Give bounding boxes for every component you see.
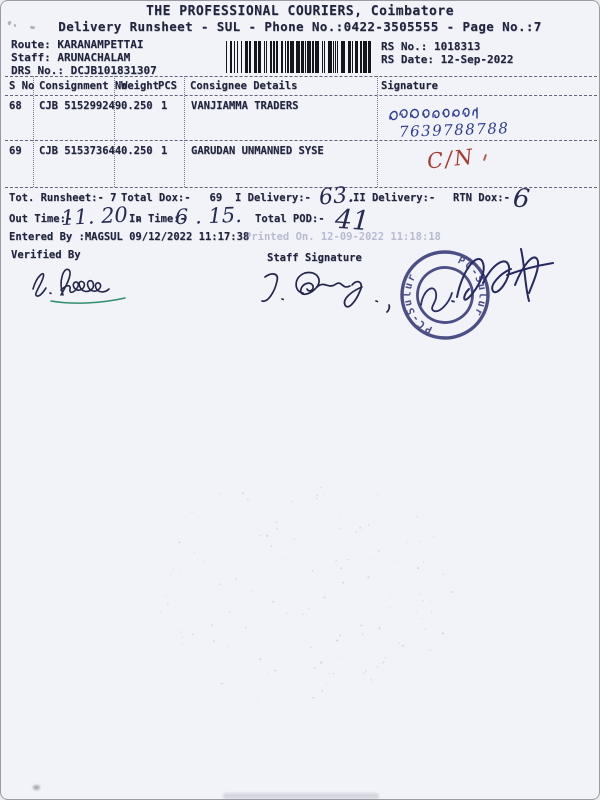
barcode-bar <box>352 41 353 73</box>
entered-by-line: Entered By :MAGSUL 09/12/2022 11:17:38 <box>9 231 250 243</box>
column-divider <box>184 76 185 187</box>
table-row-cell-consignee: GARUDAN UNMANNED SYSE <box>191 145 324 157</box>
dashed-divider <box>5 76 597 77</box>
svg-text:PC-Sulur: PC-Sulur <box>455 254 489 319</box>
company-title: THE PROFESSIONAL COURIERS, Coimbatore <box>145 4 455 19</box>
table-row-cell-weight: 0.250 <box>121 100 153 112</box>
col-header-signature: Signature <box>381 80 438 92</box>
barcode-bar <box>230 41 232 73</box>
barcode-bar <box>368 41 371 73</box>
barcode-bar <box>270 41 272 73</box>
table-row-cell-weight: 0.250 <box>121 145 153 157</box>
barcode-bar <box>301 41 304 73</box>
in-time-label: In Time:- <box>129 213 186 225</box>
barcode-bar <box>307 41 311 73</box>
svg-text:PC-Sulur: PC-Sulur <box>401 271 435 336</box>
barcode-bar <box>249 41 251 73</box>
column-divider <box>377 76 378 187</box>
rs-date-field: RS Date: 12-Sep-2022 <box>381 53 514 66</box>
barcode-bar <box>328 41 332 73</box>
barcode-bar <box>266 41 267 73</box>
barcode-bar <box>355 41 358 73</box>
barcode-bar <box>234 41 235 73</box>
cn-note-handwriting: C/N <box>425 144 476 174</box>
col-header-pcs: PCS <box>158 80 177 92</box>
scan-crease-noise <box>141 471 461 711</box>
printed-on-line: Printed On. 12-09-2022 11:18:18 <box>245 231 441 243</box>
column-divider <box>33 76 34 187</box>
barcode-bar <box>264 41 265 73</box>
table-row-cell-consignee: VANJIAMMA TRADERS <box>191 100 299 112</box>
ii-delivery-label: II Delivery:- <box>353 192 436 204</box>
table-row-cell-consignment: CJB 515299249 <box>39 100 122 112</box>
barcode-bar <box>312 41 314 73</box>
barcode-bar <box>245 41 248 73</box>
out-time-label: Out Time:- <box>9 213 73 225</box>
barcode-bar <box>296 41 300 73</box>
i-delivery-handwriting: 63. <box>317 182 356 211</box>
table-row-cell-sno: 69 <box>9 145 22 157</box>
scan-smudge <box>223 793 379 799</box>
scan-smudge <box>33 785 40 790</box>
barcode-bar <box>287 41 289 73</box>
barcode-bar <box>285 41 286 73</box>
overlapping-signature <box>449 239 559 317</box>
barcode-bar <box>290 41 294 73</box>
column-divider <box>114 76 115 187</box>
barcode-bar <box>333 41 334 73</box>
barcode-bar <box>348 41 351 73</box>
total-runsheet: Tot. Runsheet:- 7 <box>9 192 117 204</box>
barcode-bar <box>315 41 319 73</box>
drs-no-field: DRS No.: DCJB101831307 <box>11 64 157 77</box>
rtn-dox-handwriting: 6 <box>511 183 532 215</box>
barcode <box>226 41 374 73</box>
barcode-bar <box>258 41 261 73</box>
staff-signature-label: Staff Signature <box>267 252 362 264</box>
dashed-divider <box>5 140 597 141</box>
total-dox: Total Dox:- 69 <box>121 192 223 204</box>
rtn-dox-label: RTN Dox:- <box>453 192 510 204</box>
barcode-bar <box>363 41 367 73</box>
col-header-consignee: Consignee Details <box>190 80 298 92</box>
out-time-handwriting: 11. 20 . <box>60 201 142 231</box>
in-time-handwriting: 6 . 15. <box>174 202 243 230</box>
dashed-divider <box>5 187 597 188</box>
total-pod-handwriting: 41 <box>333 203 371 238</box>
barcode-bar <box>241 41 242 73</box>
barcode-bar <box>281 41 283 73</box>
table-row-cell-pcs: 1 <box>161 100 168 112</box>
barcode-bar <box>254 41 257 73</box>
runsheet-subtitle: Delivery Runsheet - SUL - Phone No.:0422-3505555 - Page No.:7 <box>58 19 542 34</box>
table-row-cell-sno: 68 <box>9 100 22 112</box>
route-field: Route: KARANAMPETTAI <box>11 38 144 51</box>
barcode-bar <box>324 41 325 73</box>
barcode-bar <box>237 41 238 73</box>
barcode-bar <box>341 41 345 73</box>
barcode-bar <box>337 41 338 73</box>
red-tick-mark <box>483 154 487 161</box>
col-header-consignment: Consignment No <box>39 80 128 92</box>
barcode-bar <box>360 41 362 73</box>
verified-by-signature <box>19 255 139 307</box>
consignee-phone-handwriting: 7639788788 <box>398 119 510 141</box>
col-header-sno: S No <box>9 80 35 92</box>
staff-field: Staff: ARUNACHALAM <box>11 51 131 64</box>
barcode-bar <box>226 41 227 73</box>
barcode-bar <box>273 41 275 73</box>
staff-signature <box>249 259 409 315</box>
rs-no-field: RS No.: 1018313 <box>381 40 481 53</box>
total-pod-label: Total POD:- <box>255 213 325 225</box>
table-row-cell-consignment: CJB 515373644 <box>39 145 122 157</box>
barcode-bar <box>305 41 306 73</box>
verified-by-label: Verified By <box>11 249 81 261</box>
table-row-cell-pcs: 1 <box>161 145 168 157</box>
barcode-bar <box>322 41 323 73</box>
dashed-divider <box>5 95 597 96</box>
col-header-weight: Weight <box>121 80 159 92</box>
barcode-bar <box>276 41 278 73</box>
i-delivery-label: I Delivery:- <box>235 192 311 204</box>
barcode-bar <box>335 41 336 73</box>
